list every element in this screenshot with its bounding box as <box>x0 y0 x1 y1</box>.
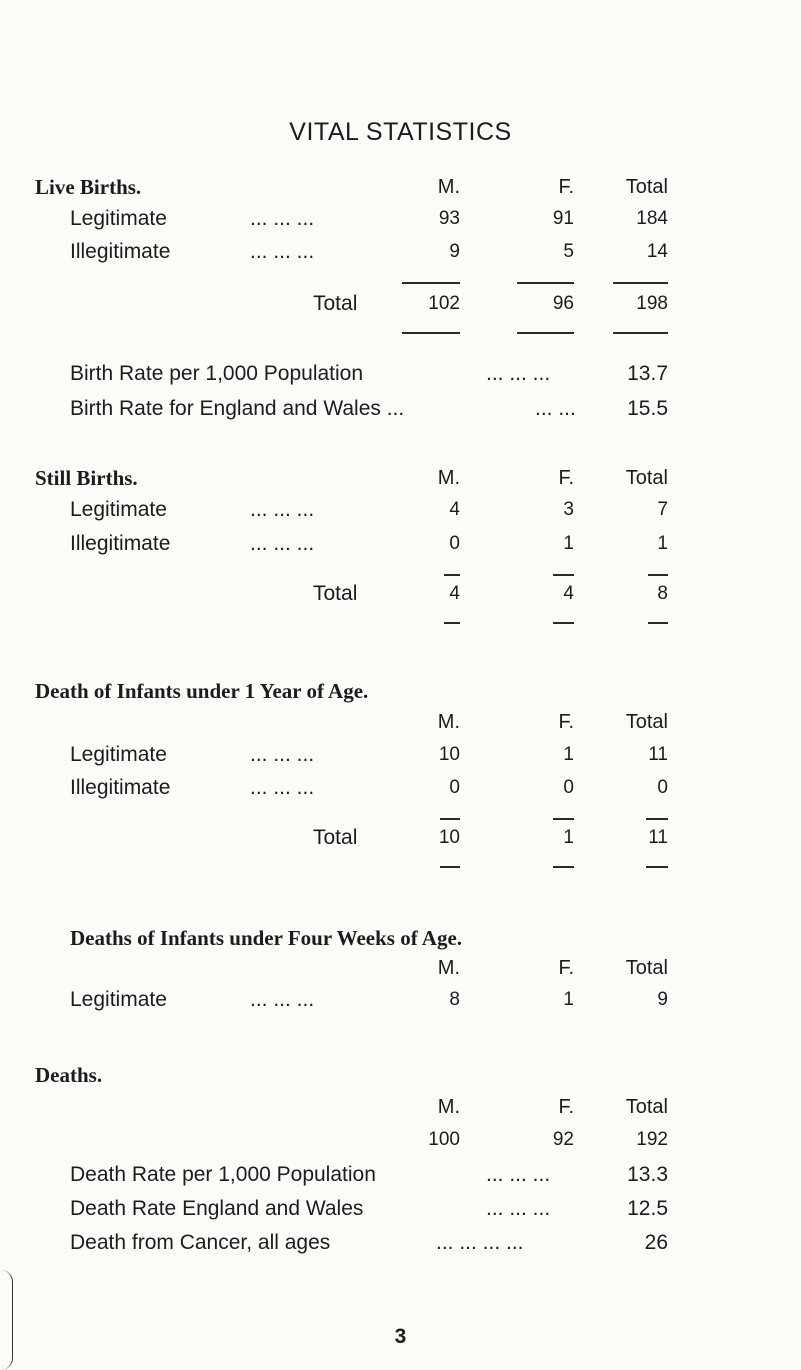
cancer-deaths-dots: ... ... ... ... <box>436 1231 524 1254</box>
birth-rate-value: 13.7 <box>627 362 668 385</box>
cancer-deaths-value: 26 <box>644 1231 668 1254</box>
still-births-row-m: 0 <box>449 533 460 554</box>
cancer-deaths-label: Death from Cancer, all ages <box>70 1231 331 1254</box>
live-births-total-m: 102 <box>428 293 460 314</box>
infant-deaths-row-label: Legitimate <box>70 743 167 766</box>
neonatal-deaths-heading: Deaths of Infants under Four Weeks of Age. <box>70 926 463 950</box>
live-births-row-f: 5 <box>563 241 574 262</box>
birth-rate-ew-value: 15.5 <box>627 397 668 420</box>
live-births-row-label: Illegitimate <box>70 240 171 263</box>
divider <box>648 622 668 624</box>
still-births-col-total: Total <box>625 467 668 489</box>
still-births-heading: Still Births. <box>35 466 138 490</box>
divider <box>444 574 460 576</box>
divider <box>517 332 574 334</box>
infant-deaths-col-total: Total <box>625 711 668 733</box>
still-births-row-label: Legitimate <box>70 498 167 521</box>
birth-rate-ew-label: Birth Rate for England and Wales ... <box>70 397 405 420</box>
still-births-col-m: M. <box>437 467 460 489</box>
still-births-row-total: 1 <box>657 533 668 554</box>
deaths-col-f: F. <box>558 1096 574 1118</box>
still-births-total-m: 4 <box>449 583 460 604</box>
still-births-total-label: Total <box>313 582 358 605</box>
divider <box>440 866 460 868</box>
infant-deaths-row-total: 0 <box>657 777 668 798</box>
neonatal-deaths-row-total: 9 <box>657 989 668 1010</box>
still-births-row-f: 1 <box>563 533 574 554</box>
death-rate-dots: ... ... ... <box>486 1163 551 1186</box>
neonatal-deaths-row-f: 1 <box>563 989 574 1010</box>
live-births-row-m: 9 <box>449 241 460 262</box>
live-births-heading: Live Births. <box>35 175 142 199</box>
page-title: VITAL STATISTICS <box>289 118 512 146</box>
live-births-col-f: F. <box>558 176 574 198</box>
infant-deaths-heading: Death of Infants under 1 Year of Age. <box>35 679 369 703</box>
divider <box>553 622 574 624</box>
divider <box>553 574 574 576</box>
still-births-row-f: 3 <box>563 499 574 520</box>
neonatal-deaths-col-m: M. <box>437 957 460 979</box>
infant-deaths-row-m: 10 <box>438 744 460 765</box>
live-births-row-m: 93 <box>438 208 460 229</box>
still-births-row-dots: ... ... ... <box>250 532 315 555</box>
infant-deaths-total-label: Total <box>313 826 358 849</box>
infant-deaths-row-label: Illegitimate <box>70 776 171 799</box>
neonatal-deaths-col-f: F. <box>558 957 574 979</box>
neonatal-deaths-row-dots: ... ... ... <box>250 988 315 1011</box>
still-births-row-label: Illegitimate <box>70 532 171 555</box>
live-births-row-dots: ... ... ... <box>250 207 315 230</box>
birth-rate-ew-dots: ... ... <box>535 397 576 420</box>
still-births-row-dots: ... ... ... <box>250 498 315 521</box>
infant-deaths-row-dots: ... ... ... <box>250 776 315 799</box>
infant-deaths-total-total: 11 <box>648 827 668 848</box>
divider <box>646 866 668 868</box>
divider <box>646 818 668 820</box>
live-births-total-total: 198 <box>636 293 668 314</box>
page-edge-shadow <box>0 1270 13 1370</box>
still-births-total-total: 8 <box>657 583 668 604</box>
live-births-col-m: M. <box>437 176 460 198</box>
infant-deaths-row-f: 0 <box>563 777 574 798</box>
deaths-heading: Deaths. <box>35 1063 103 1087</box>
divider <box>440 818 460 820</box>
deaths-row-total: 192 <box>636 1129 668 1150</box>
still-births-col-f: F. <box>558 467 574 489</box>
deaths-row-m: 100 <box>428 1129 460 1150</box>
death-rate-ew-label: Death Rate England and Wales <box>70 1197 364 1220</box>
divider <box>402 332 460 334</box>
divider <box>613 282 668 284</box>
neonatal-deaths-row-m: 8 <box>449 989 460 1010</box>
death-rate-ew-value: 12.5 <box>627 1197 668 1220</box>
death-rate-value: 13.3 <box>627 1163 668 1186</box>
still-births-total-f: 4 <box>563 583 574 604</box>
divider <box>402 282 460 284</box>
infant-deaths-row-total: 11 <box>648 744 668 765</box>
live-births-col-total: Total <box>625 176 668 198</box>
divider <box>648 574 668 576</box>
still-births-row-m: 4 <box>449 499 460 520</box>
live-births-row-total: 14 <box>646 241 668 262</box>
live-births-total-label: Total <box>313 292 358 315</box>
death-rate-ew-dots: ... ... ... <box>486 1197 551 1220</box>
page-number: 3 <box>394 1325 407 1348</box>
infant-deaths-col-m: M. <box>437 711 460 733</box>
divider <box>613 332 668 334</box>
live-births-total-f: 96 <box>552 293 574 314</box>
infant-deaths-row-f: 1 <box>563 744 574 765</box>
still-births-row-total: 7 <box>657 499 668 520</box>
deaths-col-total: Total <box>625 1096 668 1118</box>
neonatal-deaths-col-total: Total <box>625 957 668 979</box>
live-births-row-dots: ... ... ... <box>250 240 315 263</box>
birth-rate-dots: ... ... ... <box>486 362 551 385</box>
neonatal-deaths-row-label: Legitimate <box>70 988 167 1011</box>
divider <box>553 866 574 868</box>
infant-deaths-col-f: F. <box>558 711 574 733</box>
divider <box>517 282 574 284</box>
live-births-row-total: 184 <box>636 208 668 229</box>
infant-deaths-row-m: 0 <box>449 777 460 798</box>
deaths-col-m: M. <box>437 1096 460 1118</box>
deaths-row-f: 92 <box>552 1129 574 1150</box>
live-births-row-label: Legitimate <box>70 207 167 230</box>
divider <box>444 622 460 624</box>
infant-deaths-total-f: 1 <box>563 827 574 848</box>
infant-deaths-total-m: 10 <box>438 827 460 848</box>
infant-deaths-row-dots: ... ... ... <box>250 743 315 766</box>
divider <box>553 818 574 820</box>
live-births-row-f: 91 <box>552 208 574 229</box>
birth-rate-label: Birth Rate per 1,000 Population <box>70 362 364 385</box>
death-rate-label: Death Rate per 1,000 Population <box>70 1163 376 1186</box>
